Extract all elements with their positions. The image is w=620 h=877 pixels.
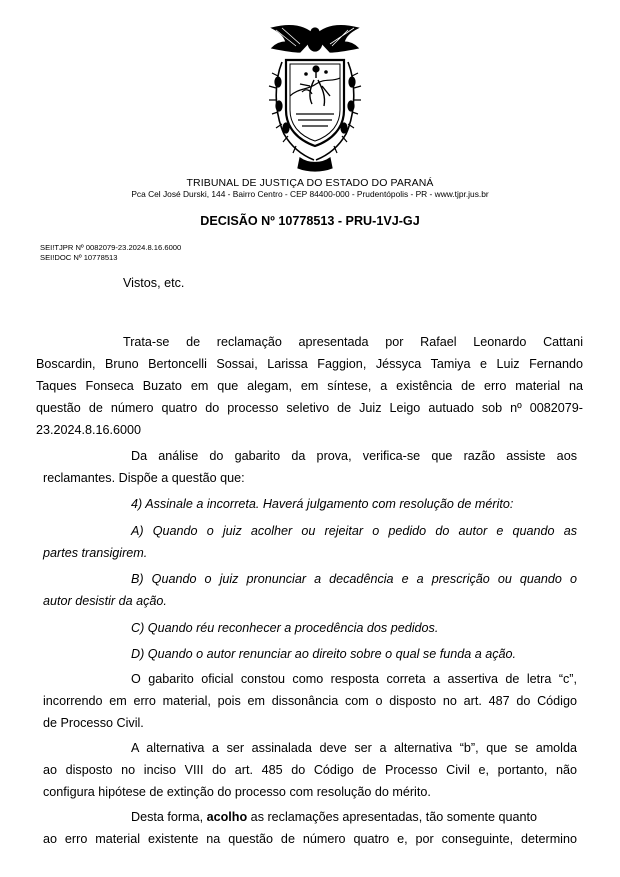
paragraph-line: O gabarito oficial constou como resposta correta a assertiva de letra “c”,: [131, 672, 577, 686]
paragraph-line: configura hipótese de extinção do processo com resolução do mérito.: [43, 785, 431, 799]
paragraph-line: questão de número quatro do processo seletivo de Juiz Leigo autuado sob nº 0082079-: [36, 401, 583, 415]
sei-doc-reference: SEI!DOC Nº 10778513: [40, 253, 118, 262]
paragraph-text: Desta forma,: [131, 810, 207, 824]
paragraph-line: A alternativa a ser assinalada deve ser a alternativa “b”, que se amolda: [131, 741, 577, 755]
question-option-a-cont: partes transigirem.: [43, 546, 148, 560]
paragraph-line: Boscardin, Bruno Bertoncelli Sossai, Larissa Faggion, Jéssyca Tamiya e Luiz Fernando: [36, 357, 583, 371]
paragraph-line: Da análise do gabarito da prova, verifica-se que razão assiste aos: [131, 449, 577, 463]
paragraph-line: [131, 810, 537, 824]
paragraph-line: de Processo Civil.: [43, 716, 144, 730]
paragraph-line: reclamantes. Dispõe a questão que:: [43, 471, 245, 485]
sei-reference: SEI!TJPR Nº 0082079-23.2024.8.16.6000: [40, 243, 182, 252]
paragraph-line: Taques Fonseca Buzato em que alegam, em síntese, a existência de erro material na: [36, 379, 583, 393]
decision-keyword: acolho: [206, 810, 248, 824]
question-option-b-cont: autor desistir da ação.: [43, 594, 167, 608]
question-stem: 4) Assinale a incorreta. Haverá julgamento com resolução de mérito:: [131, 497, 514, 511]
question-option-b: B) Quando o juiz pronunciar a decadência e a prescrição ou quando o: [131, 572, 577, 586]
paragraph-line: incorrendo em erro material, pois em dissonância com o disposto no art. 487 do Código: [43, 694, 577, 708]
question-option-c: C) Quando réu reconhecer a procedência dos pedidos.: [131, 621, 439, 635]
paragraph-line: ao disposto no inciso VIII do art. 485 do Código de Processo Civil e, portanto, não: [43, 763, 577, 777]
paragraph-text: as reclamações apresentadas, tão somente quanto: [247, 810, 538, 824]
question-option-a: A) Quando o juiz acolher ou rejeitar o pedido do autor e quando as: [131, 524, 577, 538]
document-title: DECISÃO Nº 10778513 - PRU-1VJ-GJ: [200, 214, 420, 228]
coat-of-arms-icon: [266, 22, 364, 174]
question-option-d: D) Quando o autor renunciar ao direito sobre o qual se funda a ação.: [131, 647, 517, 661]
vistos-line: Vistos, etc.: [123, 276, 185, 290]
organization-name: TRIBUNAL DE JUSTIÇA DO ESTADO DO PARANÁ: [186, 177, 434, 189]
paragraph-line: ao erro material existente na questão de número quatro e, por conseguinte, determino: [43, 832, 577, 846]
paragraph-line: Trata-se de reclamação apresentada por Rafael Leonardo Cattani: [123, 335, 583, 349]
paragraph-line: 23.2024.8.16.6000: [36, 423, 142, 437]
organization-address: Pca Cel José Durski, 144 - Bairro Centro - CEP 84400-000 - Prudentópolis - PR - www.tjpr.jus.br: [131, 189, 489, 199]
